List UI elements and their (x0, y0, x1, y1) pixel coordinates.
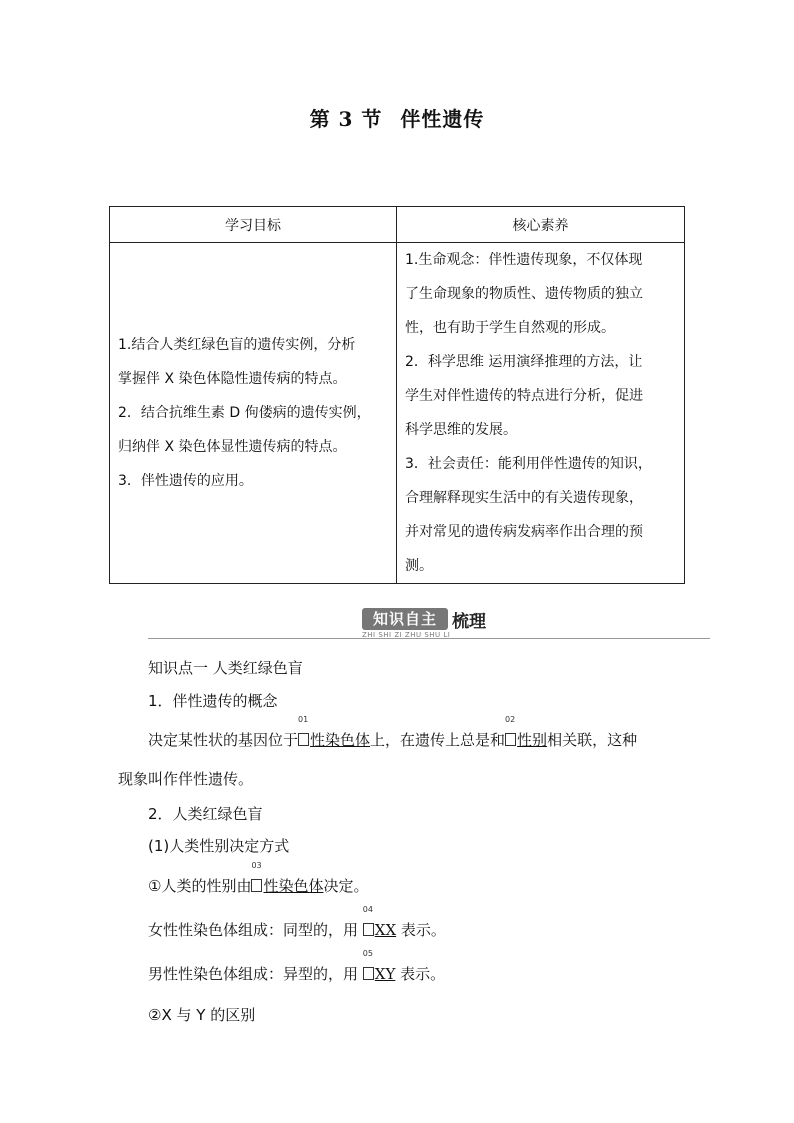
section-name: 伴性遗传 (400, 107, 485, 131)
answer-blank (298, 715, 371, 750)
header-learning-goals: 学习目标 (110, 207, 397, 243)
text: 决定某性状的基因位于 (148, 731, 299, 749)
list-item (148, 861, 369, 896)
subsection-heading: 2．人类红绿色盲 (148, 805, 263, 823)
goal-line: 掌握伴 X 染色体隐性遗传病的特点。 (118, 371, 347, 387)
text: 女性性染色体组成：同型的，用 (148, 921, 363, 939)
answer-text: 性染色体 (263, 877, 324, 895)
list-item: ②X 与 Y 的区别 (148, 1006, 256, 1024)
answer-text: 性染色体 (310, 731, 371, 749)
literacy-line: 2．科学思维 运用演绎推理的方法，让 (405, 354, 643, 370)
core-literacy-cell (397, 243, 685, 584)
header-core-literacy: 核心素养 (397, 207, 685, 243)
learning-goals-cell (110, 243, 397, 584)
blank-box (298, 733, 309, 746)
table-body-row (110, 243, 685, 584)
blank-number: 05 (362, 949, 373, 958)
literacy-line: 了生命现象的物质性、遗传物质的独立 (405, 286, 643, 302)
answer-text: XY (374, 965, 396, 983)
blank-box (251, 879, 262, 892)
literacy-line: 科学思维的发展。 (405, 422, 517, 438)
banner-pinyin: ZHI SHI ZI ZHU SHU LI (362, 631, 451, 639)
answer-text: XX (374, 921, 397, 939)
knowledge-point-heading: 知识点一 人类红绿色盲 (148, 659, 303, 677)
literacy-line: 学生对伴性遗传的特点进行分析，促进 (405, 388, 643, 404)
text: 相关联，这种 (547, 731, 638, 749)
list-item (148, 905, 446, 940)
literacy-line: 3．社会责任：能利用伴性遗传的知识， (405, 456, 652, 472)
blank-number: 01 (298, 715, 309, 724)
blank-number: 04 (362, 905, 373, 914)
text: 表示。 (395, 965, 446, 983)
subsection-heading: 1．伴性遗传的概念 (148, 692, 278, 710)
text: 男性性染色体组成：异型的，用 (148, 965, 363, 983)
text: 表示。 (396, 921, 446, 939)
blank-box (505, 733, 516, 746)
answer-blank (251, 861, 324, 896)
answer-blank (505, 715, 548, 750)
literacy-line: 并对常见的遗传病发病率作出合理的预 (405, 524, 643, 540)
goal-line: 归纳伴 X 染色体显性遗传病的特点。 (118, 439, 347, 455)
banner-heading: 梳理 (452, 612, 486, 632)
goal-line: 1.结合人类红绿色盲的遗传实例，分析 (118, 337, 356, 353)
blank-number: 02 (505, 715, 516, 724)
paragraph (148, 715, 638, 750)
literacy-line: 性，也有助于学生自然观的形成。 (405, 320, 615, 336)
paragraph-continuation: 现象叫作伴性遗传。 (118, 770, 254, 788)
list-item (148, 949, 446, 984)
answer-blank (362, 949, 396, 984)
literacy-line: 合理解释现实生活中的有关遗传现象， (405, 490, 643, 506)
answer-blank (362, 905, 397, 940)
answer-text: 性别 (517, 731, 548, 749)
text: ①人类的性别由 (148, 877, 252, 895)
text: 决定。 (323, 877, 369, 895)
banner-badge: 知识自主 (362, 608, 448, 630)
blank-box (363, 923, 374, 936)
sub-subsection-heading: (1)人类性别决定方式 (148, 837, 290, 855)
objectives-table (109, 206, 685, 584)
page-title (0, 103, 794, 132)
table-header-row (110, 207, 685, 243)
blank-number: 03 (251, 861, 262, 870)
literacy-line: 1.生命观念：伴性遗传现象，不仅体现 (405, 252, 643, 268)
blank-box (363, 967, 374, 980)
goal-line: 2．结合抗维生素 D 佝偻病的遗传实例， (118, 405, 371, 421)
text: 上，在遗传上总是和 (370, 731, 506, 749)
section-number: 第 3 节 (309, 107, 383, 131)
literacy-line: 测。 (405, 558, 433, 574)
section-banner (148, 604, 710, 644)
goal-line: 3．伴性遗传的应用。 (118, 473, 253, 489)
